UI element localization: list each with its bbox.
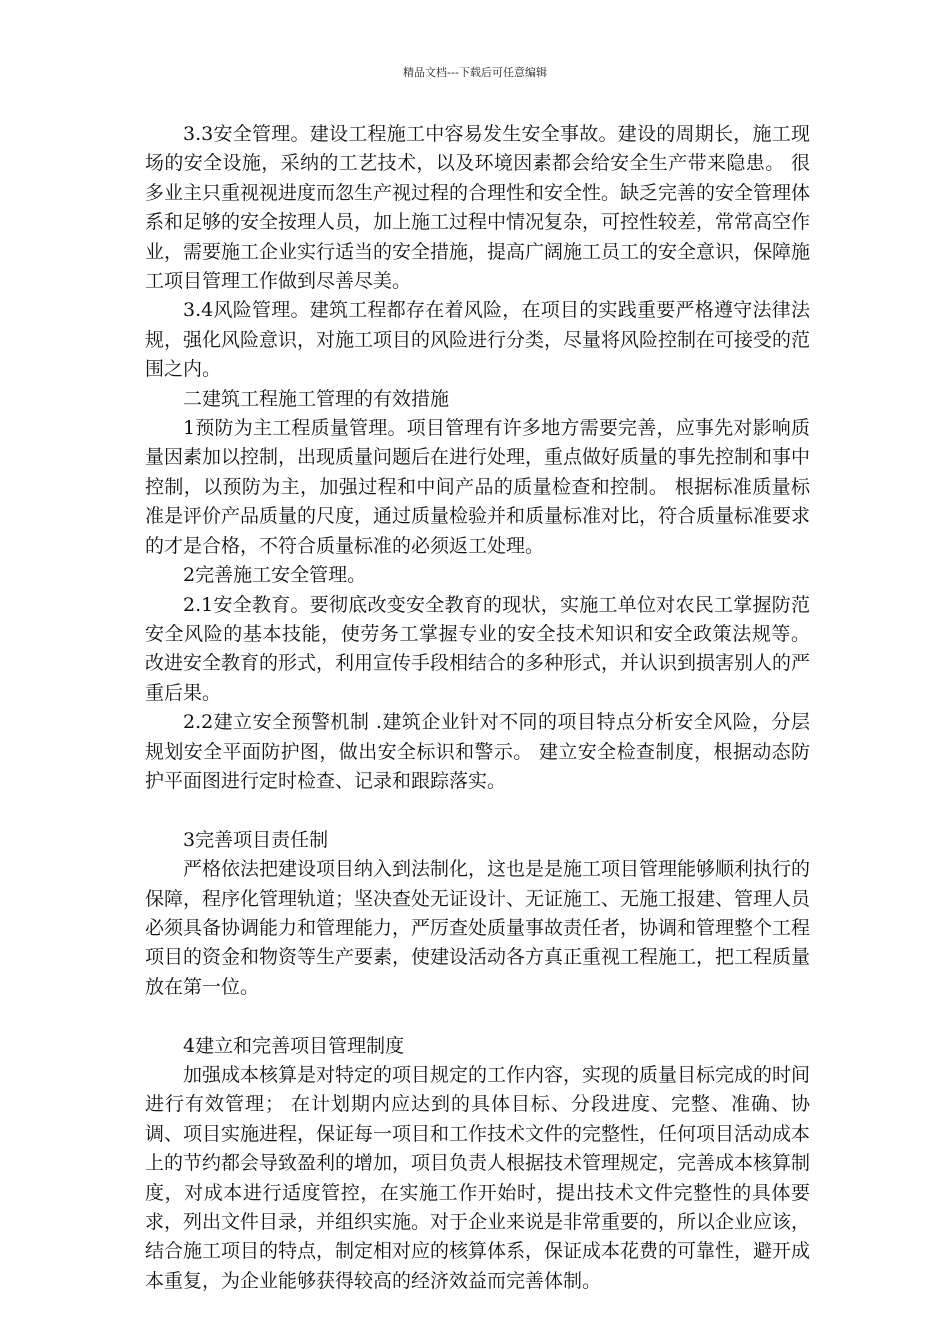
paragraph-safety-education: 2.1安全教育。要彻底改变安全教育的现状，实施工单位对农民工掌握防范安全风险的基本技能，使劳务工掌握专业的安全技术知识和安全政策法规等。 改进安全教育的形式，利用宣传手段相结合的多种形式，并认识到损害别人的严重后果。 bbox=[145, 593, 811, 704]
page-header: 精品文档---下载后可任意编辑 bbox=[403, 66, 547, 79]
paragraph-construction-safety: 2完善施工安全管理。 bbox=[183, 564, 367, 587]
paragraph-safety-management: 3.3安全管理。建设工程施工中容易发生安全事故。建设的周期长，施工现场的安全设施，采纳的工艺技术，以及环境因素都会给安全生产带来隐患。 很多业主只重视视进度而忽生产视过程的合理性和安全性。缺乏完善的安全管理体系和足够的安全按理人员，加上施工过程中情况复杂，可控性较差，常常高空作业，需要施工企业实行适当的安全措施，提高广阔施工员工的安全意识，保障施工项目管理工作做到尽善尽美。 bbox=[145, 123, 811, 293]
document-body bbox=[145, 120, 810, 1296]
paragraph-cost-accounting: 加强成本核算是对特定的项目规定的工作内容，实现的质量目标完成的时间进行有效管理； 在计划期内应达到的具体目标、分段进度、完整、准确、协调、项目实施进程，保证每一项目和工作技术文件的完整性，任何项目活动成本上的节约都会导致盈利的增加，项目负责人根据技术管理规定，完善成本核算制度，对成本进行适度管控，在实施工作开始时，提出技术文件完整性的具体要求，列出文件目录，并组织实施。对于企业来说是非常重要的，所以企业应该，结合施工项目的特点，制定相对应的核算体系，保证成本花费的可靠性，避开成本重复，为企业能够获得较高的经济效益而完善体制。 bbox=[145, 1063, 811, 1292]
paragraph-safety-warning: 2.2建立安全预警机制 .建筑企业针对不同的项目特点分析安全风险，分层规划安全平面防护图，做出安全标识和警示。 建立安全检查制度，根据动态防护平面图进行定时检查、记录和跟踪落实。 bbox=[145, 711, 810, 792]
section-heading-responsibility: 3完善项目责任制 bbox=[183, 828, 329, 851]
section-heading-management-system: 4建立和完善项目管理制度 bbox=[183, 1034, 405, 1057]
section-heading-measures: 二建筑工程施工管理的有效措施 bbox=[183, 387, 450, 410]
paragraph-spacer bbox=[145, 1002, 810, 1031]
paragraph-risk-management: 3.4风险管理。建筑工程都存在着风险，在项目的实践重要严格遵守法律法规，强化风险意识，对施工项目的风险进行分类，尽量将风险控制在可接受的范围之内。 bbox=[145, 299, 811, 381]
paragraph-quality-management: 1预防为主工程质量管理。项目管理有许多地方需要完善，应事先对影响质量因素加以控制，出现质量问题后在进行处理，重点做好质量的事先控制和事中控制，以预防为主，加强过程和中间产品的质量检查和控制。 根据标准质量标准是评价产品质量的尺度，通过质量检验并和质量标准对比，符合质量标准要求的才是合格，不符合质量标准的必须返工处理。 bbox=[145, 417, 811, 557]
paragraph-spacer bbox=[145, 796, 810, 825]
paragraph-responsibility: 严格依法把建设项目纳入到法制化，这也是是施工项目管理能够顺利执行的保障，程序化管理轨道；坚决查处无证设计、无证施工、无施工报建、管理人员必须具备协调能力和管理能力，严厉查处质量事故责任者，协调和管理整个工程项目的资金和物资等生产要素，使建设活动各方真正重视工程施工，把工程质量放在第一位。 bbox=[145, 858, 811, 998]
